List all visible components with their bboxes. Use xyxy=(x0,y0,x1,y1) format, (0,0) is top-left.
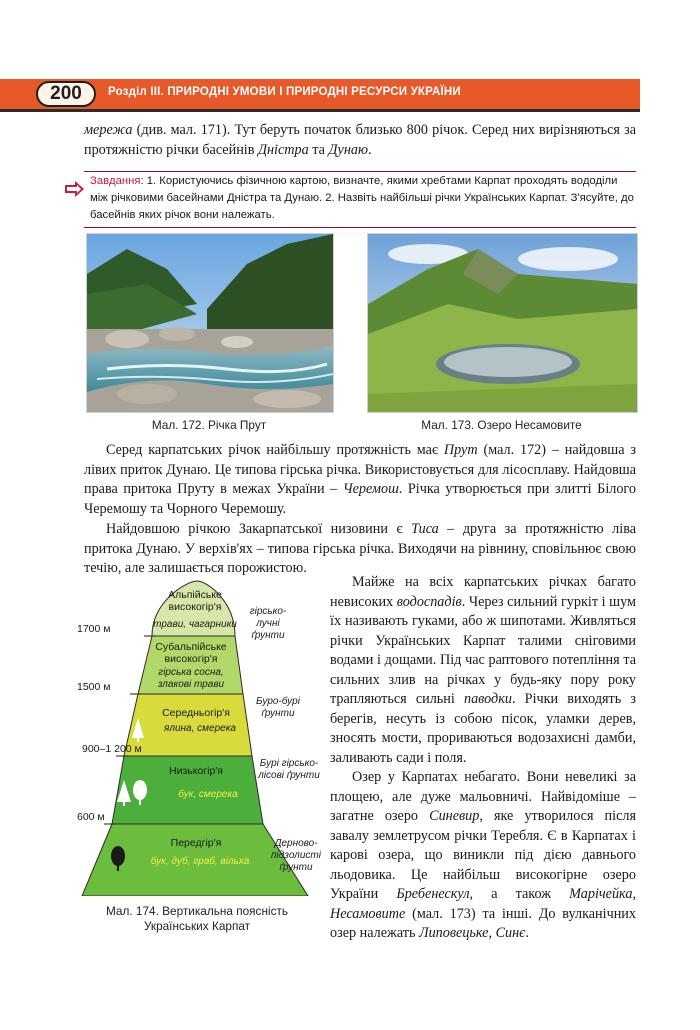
page-number: 200 xyxy=(36,81,96,107)
caption-line: Мал. 174. Вертикальна поясність xyxy=(105,904,289,918)
zone-vegetation: бук, дуб, граб, вільха xyxy=(150,856,250,867)
term-vodospady: водоспадів xyxy=(396,593,462,610)
zone-soil: лучні xyxy=(256,618,280,629)
text-part: (мал. 172) – найдовша з лівих приток Дунаю. Це типова гірська річка. Використовується для лісосплаву. Найдовша права притока Пруту в межах України – xyxy=(84,442,636,497)
paragraph-waterfalls xyxy=(330,573,636,768)
elevation-600: 600 м xyxy=(77,811,105,823)
vertical-zonation-diagram xyxy=(72,576,322,896)
term-dunai: Дунаю xyxy=(328,141,368,158)
text-part: Майже на всіх карпатських річках багато невисоких xyxy=(330,574,636,610)
caption-fig-173: Мал. 173. Озеро Несамовите xyxy=(421,418,582,432)
text-part: . Річка утворюється при злитті Білого Черемошу та Чорного Черемошу. xyxy=(84,481,636,517)
zone-soil: Буро-бурі xyxy=(256,696,300,707)
zone-name: Передгір'я xyxy=(170,837,222,849)
term-lypovetske: Липовецьке xyxy=(418,925,489,941)
text-part: , xyxy=(632,886,636,902)
text-part: . Через сильний гуркіт і шум їх називають гуками, або ж шипотами. Живляться річки Українських Карпат талими сніговими водами і дощами. Під час раптового потепління та сильних злив на річках у будь-яку пору року трапляються сильні xyxy=(330,593,636,707)
elevation-900-1200: 900–1 200 м xyxy=(82,743,142,755)
zone-soil: лісові ґрунти xyxy=(258,770,320,781)
term-synie: Синє xyxy=(495,925,526,941)
zone-name: Середньогір'я xyxy=(162,707,230,719)
term-merezha: мережа xyxy=(84,122,133,138)
zone-soil: ґрунти xyxy=(261,708,295,719)
zone-vegetation: ялина, смерека xyxy=(164,723,236,734)
task-label: Завдання xyxy=(90,175,141,187)
zone-soil: гірсько- xyxy=(249,606,287,617)
zone-soil: ґрунти xyxy=(279,862,313,873)
zone-vegetation: гірська сосна, xyxy=(158,667,224,678)
zone-soil: Бурі гірсько- xyxy=(259,758,319,769)
zone-name: Альпійське xyxy=(168,589,222,601)
elevation-1500: 1500 м xyxy=(77,681,111,693)
term-brebeneskul: Бребенескул xyxy=(396,886,470,902)
term-nesamovyte: Несамовите xyxy=(330,905,406,922)
zone-soil: Дерново- xyxy=(274,838,318,849)
double-arrow-icon xyxy=(64,181,86,197)
term-prut: Прут xyxy=(443,442,478,458)
caption-line: Українських Карпат xyxy=(143,919,251,933)
side-column xyxy=(330,573,636,944)
task-text xyxy=(90,173,634,224)
caption-fig-172: Мал. 172. Річка Прут xyxy=(151,418,267,432)
intro-text-part: . xyxy=(367,141,372,158)
intro-text-part: (див. мал. 171). Тут беруть початок близько 800 річок. Серед них вирізняються за протяжністю річки басейнів xyxy=(84,122,636,158)
text-part: . xyxy=(525,925,529,941)
section-title: Розділ ІІІ. ПРИРОДНІ УМОВИ І ПРИРОДНІ РЕСУРСИ УКРАЇНИ xyxy=(108,86,461,98)
paragraph-tysa xyxy=(84,520,636,579)
photo-lake-nesamovyte xyxy=(367,233,638,413)
intro-paragraph xyxy=(84,121,636,160)
term-marichejka: Марічейка xyxy=(569,886,633,902)
text-part: – друга за протяжністю ліва притока Дунаю. У верхів'ях – типова гірська річка. Виходячи на рівнину, сповільнює свою течію, але залишається порожистою. xyxy=(84,521,636,576)
term-pavodky: паводки xyxy=(463,691,512,707)
zone-name: Субальпійське xyxy=(155,641,227,653)
term-synevyr: Синевир xyxy=(429,808,480,824)
header-rule xyxy=(0,109,640,112)
zone-soil: підзолисті xyxy=(271,850,321,861)
zone-name: високогір'я xyxy=(168,601,222,613)
text-part: (мал. 173) та інші. До вулканічних озер належать xyxy=(330,905,636,941)
paragraph-prut xyxy=(84,441,636,519)
intro-text-part: та xyxy=(308,141,329,158)
text-part: Найдовшою річкою Закарпатської низовини є xyxy=(106,521,412,537)
term-tysa: Тиса xyxy=(411,521,439,537)
zone-name: Низькогір'я xyxy=(169,765,223,777)
zone-vegetation: злакові трави xyxy=(157,679,225,690)
photo-prut-river xyxy=(86,233,334,413)
text-part: Озер у Карпатах небагато. Вони невеликі за площею, але дуже мальовничі. Найвідоміше – загатне озеро xyxy=(330,769,636,824)
elevation-1700: 1700 м xyxy=(77,623,111,635)
zone-vegetation: трави, чагарники xyxy=(153,619,237,630)
term-dnister: Дністра xyxy=(257,141,309,158)
zone-vegetation: бук, смерека xyxy=(178,789,238,800)
text-part: Серед карпатських річок найбільшу протяжність має xyxy=(106,442,444,458)
zone-soil: ґрунти xyxy=(251,630,285,641)
text-part: , яке утворилося після завалу землетрусом річки Теребля. Є в Карпатах і карові озера, що виникли під дією давнього льодовика. Це найбільш високогірне озеро України xyxy=(330,808,636,902)
caption-fig-174 xyxy=(72,904,322,934)
task-body: : 1. Користуючись фізичною картою, визначте, якими хребтами Карпат проходять вододіли між річковими басейнами Дністра та Дунаю. 2. Назвіть найбільші річки Українських Карпат. З'ясуйте, до басейнів яких річок вони належать. xyxy=(90,175,634,221)
text-part: , xyxy=(488,925,496,941)
text-part: . Річки виходять з берегів, несуть із собою пісок, уламки дерев, зносять мости, прориваються водозахисні дамби, заливають сади і поля. xyxy=(330,691,636,766)
zone-name: високогір'я xyxy=(164,653,218,665)
paragraph-lakes xyxy=(330,768,636,944)
term-cheremosh: Черемош xyxy=(342,481,399,497)
text-part: , а також xyxy=(469,886,570,902)
